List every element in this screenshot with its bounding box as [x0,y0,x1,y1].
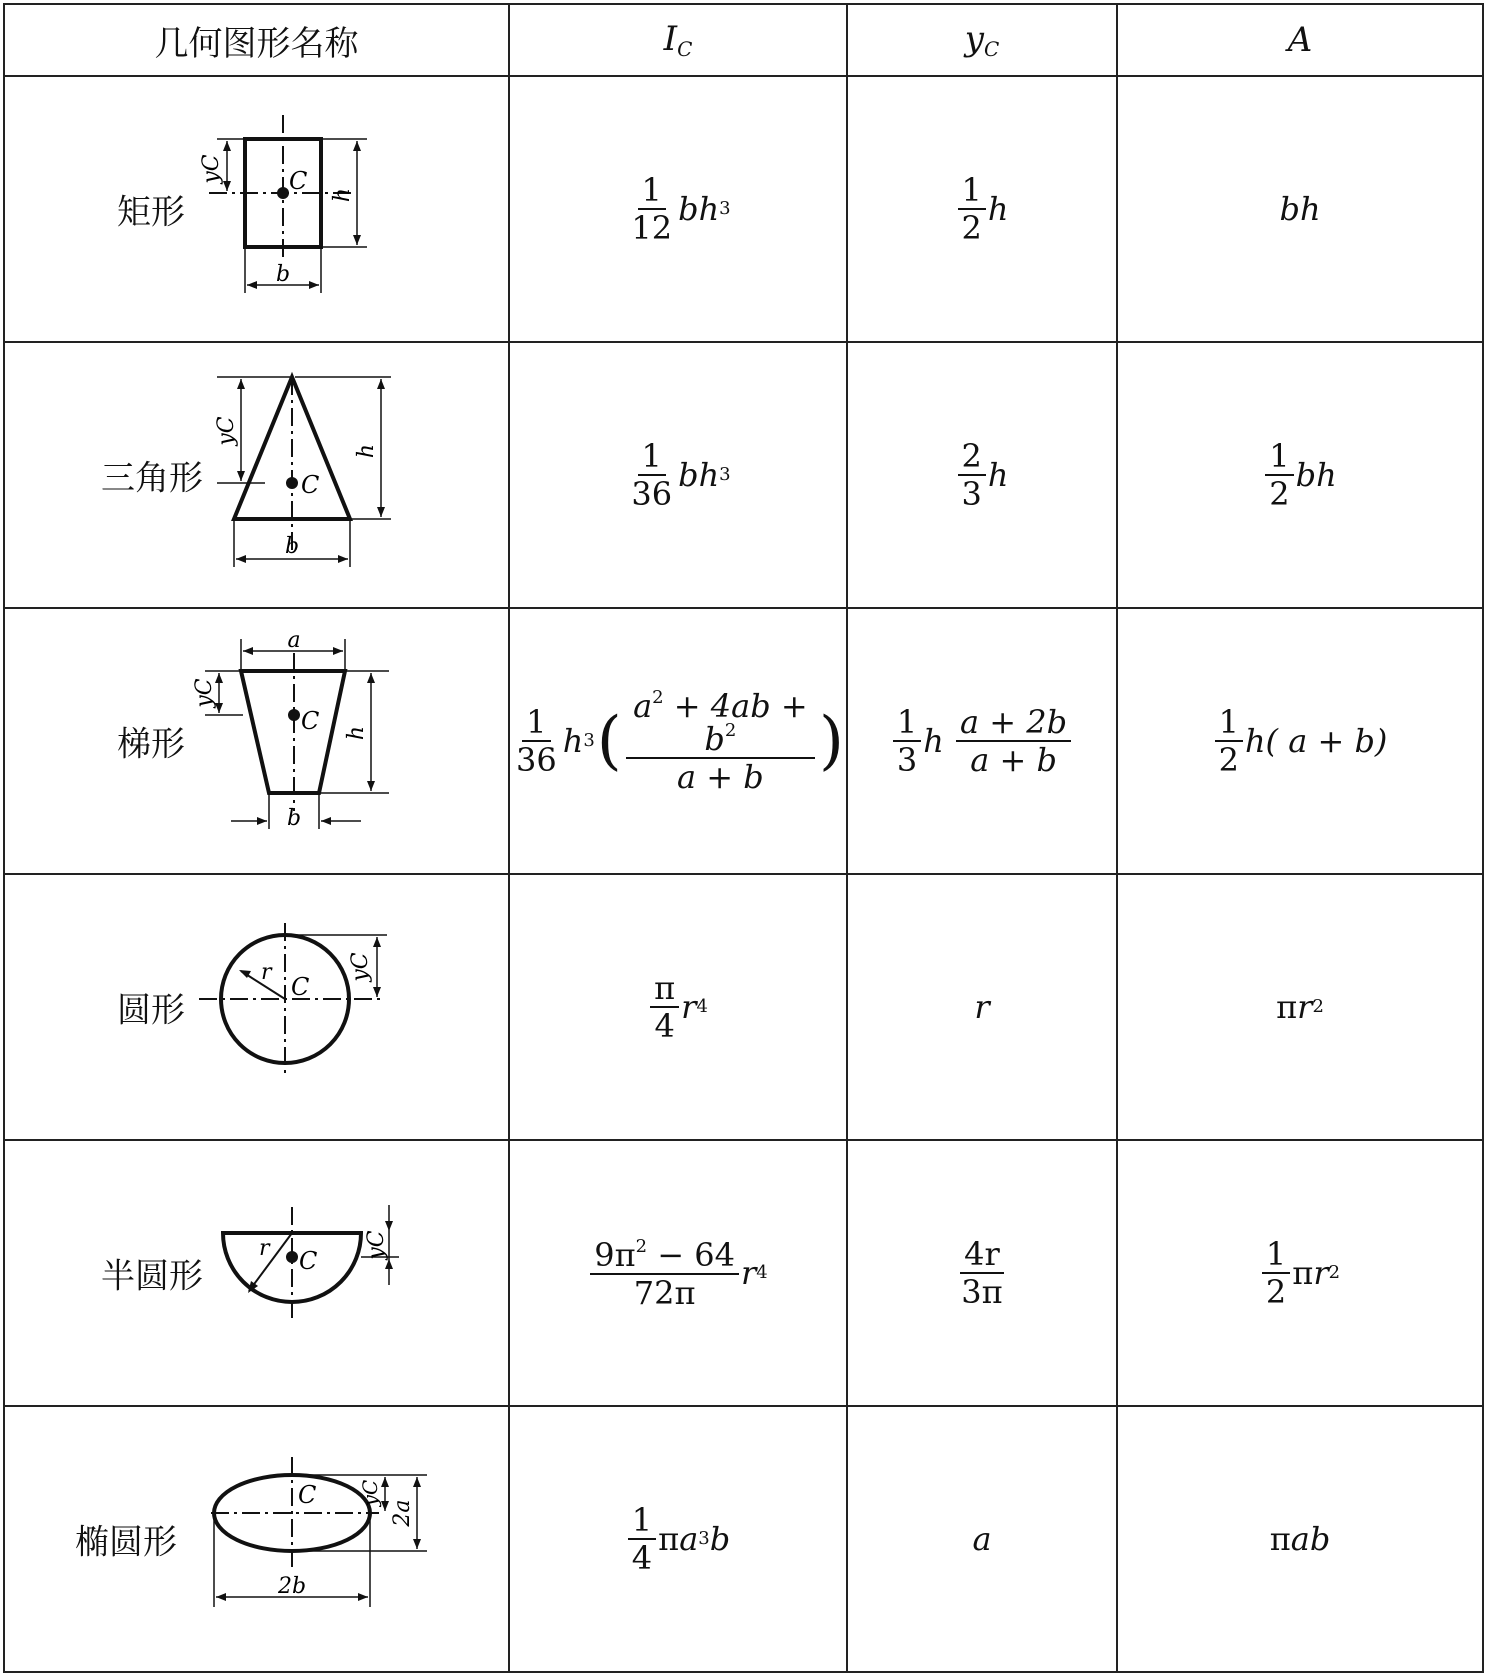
shape-cell-trapezoid [4,608,509,874]
area-cell: $\frac{1}{2}$ π r 2 [1117,1140,1483,1406]
shape-name: 圆形 [117,990,185,1031]
svg-text:r: r [261,960,272,985]
yc-cell: $\frac{1}{2}$ h [847,76,1117,342]
ic-cell: $\frac{1}{36}$ h 3 ( $\frac{a^2 + 4ab + b^2}{a + b}$ ) [509,608,847,874]
triangle-diagram [5,343,510,591]
header-yc: $y_C$ [847,4,1117,76]
svg-text:h: h [344,725,369,741]
svg-text:C: C [298,1481,317,1509]
yc-cell: a [847,1406,1117,1672]
ic-cell: $\frac{1}{36}$ bh 3 [509,342,847,608]
ic-cell: $\frac{9\pi^2 - 64}{72\pi}$ r 4 [509,1140,847,1406]
shape-name: 椭圆形 [75,1522,177,1563]
table-row [4,1406,1483,1672]
area-cell: π r 2 [1117,874,1483,1140]
table-row [4,608,1483,874]
shape-cell-semicircle [4,1140,509,1406]
shape-name: 半圆形 [101,1256,203,1297]
yc-cell: $\frac{4r}{3\pi}$ [847,1140,1117,1406]
svg-text:C: C [291,973,310,1001]
table-row [4,342,1483,608]
area-cell: π ab [1117,1406,1483,1672]
svg-text:C: C [301,471,320,499]
ic-cell: $\frac{\pi}{4}$ r 4 [509,874,847,1140]
shape-name: 梯形 [117,724,185,765]
svg-text:yC: yC [348,952,373,982]
header-row [4,4,1483,76]
svg-text:h: h [330,187,355,203]
svg-text:C: C [299,1247,318,1275]
shape-name: 矩形 [117,192,185,233]
shape-cell-rectangle [4,76,509,342]
shape-name: 三角形 [101,458,203,499]
trapezoid-diagram [5,609,510,857]
svg-text:b: b [275,262,291,287]
svg-text:yC: yC [192,678,217,708]
svg-text:yC: yC [358,1479,382,1507]
ic-cell: $\frac{1}{12}$ bh 3 [509,76,847,342]
semicircle-diagram [5,1141,510,1389]
table-row [4,1140,1483,1406]
svg-text:a: a [287,628,301,653]
svg-text:yC: yC [364,1230,389,1260]
header-area: A [1117,4,1483,76]
circle-diagram [5,875,510,1123]
svg-text:r: r [259,1236,270,1261]
svg-text:h: h [354,443,379,459]
svg-text:yC: yC [214,416,239,446]
yc-cell: r [847,874,1117,1140]
shape-cell-ellipse [4,1406,509,1672]
table-row [4,874,1483,1140]
header-name: 几何图形名称 [4,4,509,76]
geometry-table [3,3,1484,1673]
ic-cell: $\frac{1}{4}$ π a 3 b [509,1406,847,1672]
svg-text:b: b [284,534,300,559]
svg-text:2a: 2a [390,1499,415,1527]
table-row [4,76,1483,342]
svg-text:yC: yC [199,154,224,184]
rectangle-diagram [5,77,510,325]
ellipse-diagram [5,1407,510,1655]
yc-cell: $\frac{1}{3}$ h $\frac{a + 2b}{a + b}$ [847,608,1117,874]
area-cell: bh [1117,76,1483,342]
svg-text:2b: 2b [277,1574,307,1599]
svg-text:C: C [289,167,308,195]
header-ic: $I_C$ [509,4,847,76]
shape-cell-circle [4,874,509,1140]
area-cell: $\frac{1}{2}$ bh [1117,342,1483,608]
yc-cell: $\frac{2}{3}$ h [847,342,1117,608]
svg-text:C: C [301,707,320,735]
area-cell: $\frac{1}{2}$ h( a + b) [1117,608,1483,874]
svg-text:b: b [286,806,302,831]
shape-cell-triangle [4,342,509,608]
